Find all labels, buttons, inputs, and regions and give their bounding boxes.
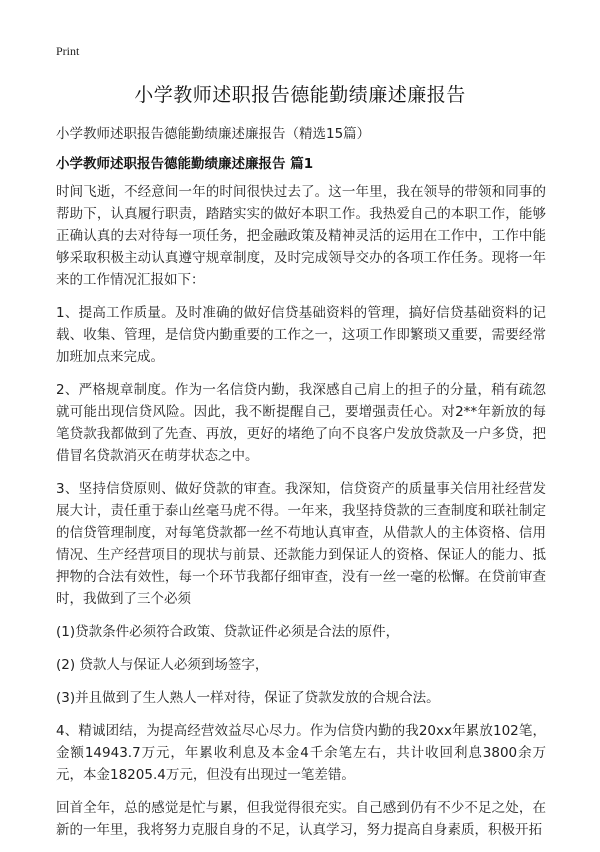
paragraph-item-3: 3、坚持信贷原则、做好贷款的审查。我深知，信贷资产的质量事关信用社经营发展大计，责任重于泰山丝毫马虎不得。一年来，我坚持贷款的三查制度和联社制定的信贷管理制度，对每笔贷款都一丝不苟地认真审查，从借款人的主体资格、信用情况、生产经营项目的现状与前景、还款能力到保证人的资格、保证人的能力、抵押物的合法有效性，每一个环节我都仔细审查，没有一丝一毫的松懈。在贷前审查时，我做到了三个必须 (56, 481, 546, 607)
paragraph-requirement-2: (2) 贷款人与保证人必须到场签字， (56, 657, 269, 673)
paragraph-conclusion: 回首全年，总的感觉是忙与累，但我觉得很充实。自己感到仍有不少不足之处，在新的一年里，我将努力克服自身的不足，认真学习，努力提高自身素质，积极开拓 (56, 800, 546, 838)
page-title: 小学教师述职报告德能勤绩廉述廉报告 (134, 84, 466, 106)
paragraph-requirement-1: (1)贷款条件必须符合政策、贷款证件必须是合法的原件， (56, 624, 400, 640)
paragraph-intro: 时间飞逝，不经意间一年的时间很快过去了。这一年里，我在领导的带领和同事的帮助下，认真履行职责，踏踏实实的做好本职工作。我热爱自己的本职工作，能够正确认真的去对待每一项任务，把金融政策及精神灵活的运用在工作中，工作中能够采取积极主动认真遵守规章制度，及时完成领导交办的各项工作任务。现将一年来的工作情况汇报如下： (56, 184, 546, 288)
print-label: Print (56, 44, 80, 58)
document-subtitle: 小学教师述职报告德能勤绩廉述廉报告（精选15篇） (56, 126, 371, 142)
paragraph-item-2: 2、严格规章制度。作为一名信贷内勤，我深感自己肩上的担子的分量，稍有疏忽就可能出现信贷风险。因此，我不断提醒自己，要增强责任心。对2**年新放的每笔贷款我都做到了先查、再放，更好的堵绝了向不良客户发放贷款及一户多贷，把借冒名贷款消灭在萌芽状态之中。 (56, 382, 546, 464)
section-heading: 小学教师述职报告德能勤绩廉述廉报告 篇1 (56, 156, 314, 172)
paragraph-item-1: 1、提高工作质量。及时准确的做好信贷基础资料的管理，搞好信贷基础资料的记载、收集、管理，是信贷内勤重要的工作之一，这项工作即繁琐又重要，需要经常加班加点来完成。 (56, 305, 546, 365)
paragraph-item-4: 4、精诚团结，为提高经营效益尽心尽力。作为信贷内勤的我20xx年累放102笔，金额14943.7万元，年累收利息及本金4千余笔左右，共计收回利息3800余万元，本金18205.4万元，但没有出现过一笔差错。 (56, 723, 546, 783)
document-body (56, 181, 546, 852)
paragraph-requirement-3: (3)并且做到了生人熟人一样对待，保证了贷款发放的合规合法。 (56, 690, 440, 706)
